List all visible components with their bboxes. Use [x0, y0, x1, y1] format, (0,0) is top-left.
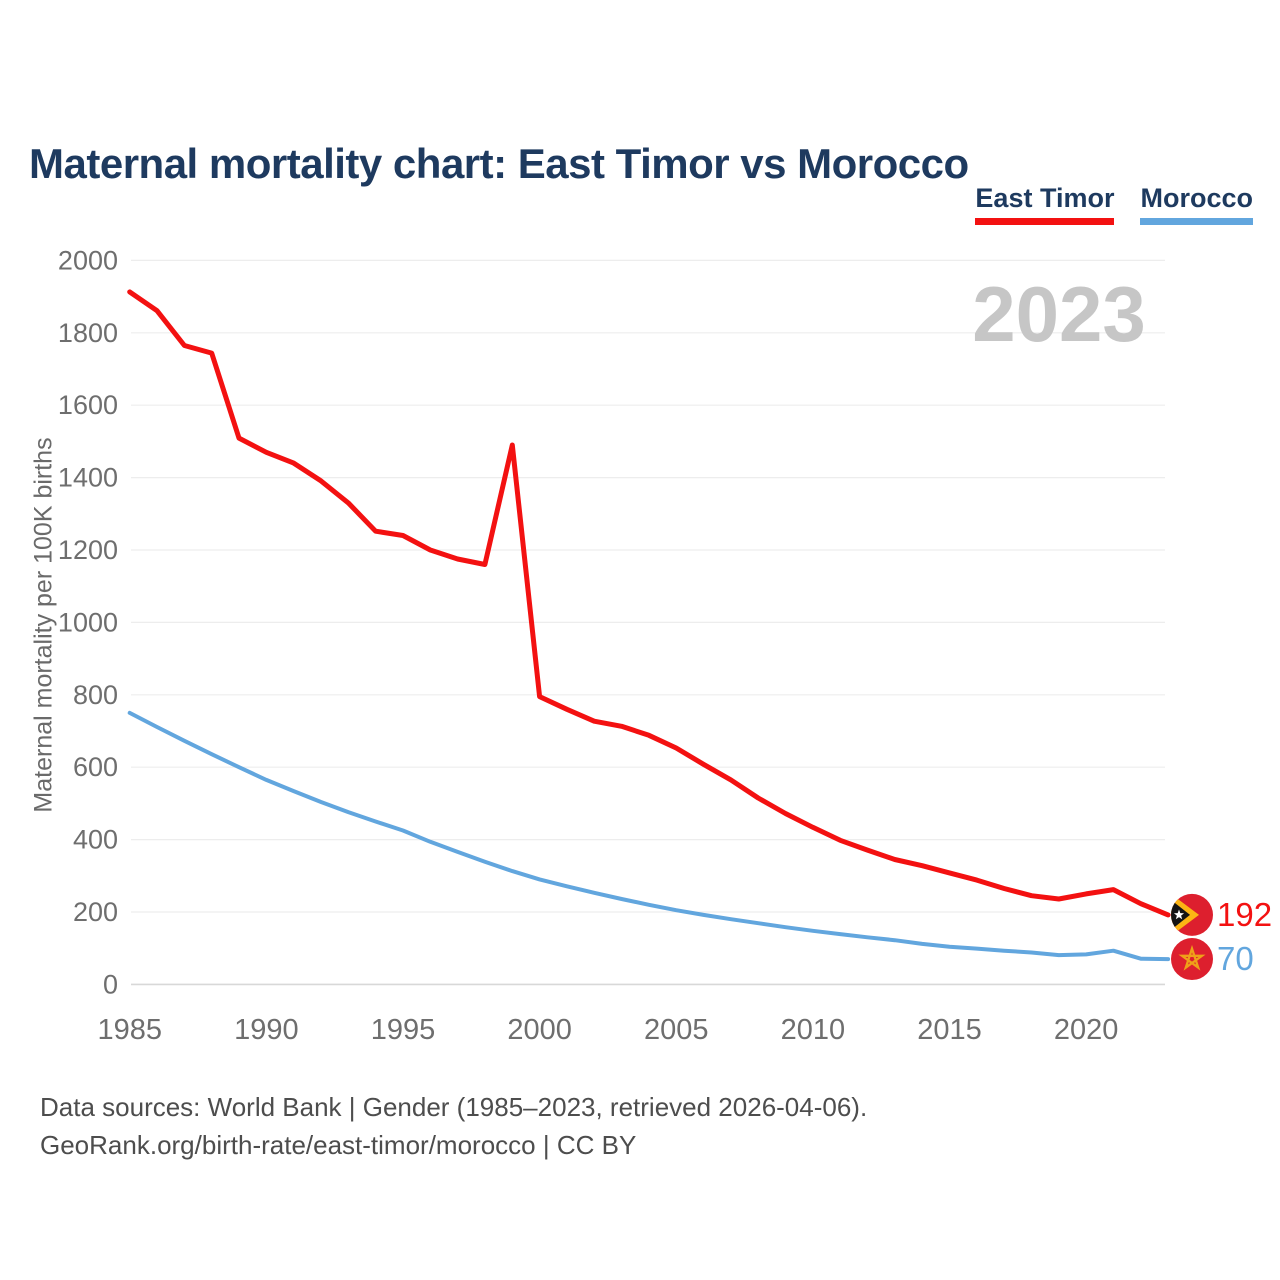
- footer-data-sources: Data sources: World Bank | Gender (1985–2023, retrieved 2026-04-06).: [40, 1092, 868, 1122]
- legend-label-morocco: Morocco: [1140, 183, 1253, 213]
- x-tick-label: 1995: [370, 1014, 436, 1046]
- x-tick-label: 2010: [780, 1014, 846, 1046]
- x-axis-labels: [97, 1014, 1118, 1046]
- legend-label-east-timor: East Timor: [975, 183, 1115, 213]
- x-tick-label: 1990: [234, 1014, 299, 1046]
- x-tick-label: 2005: [643, 1014, 709, 1046]
- page-title: Maternal mortality chart: East Timor vs Morocco: [29, 140, 969, 188]
- end-value-morocco: 70: [1217, 940, 1254, 978]
- x-tick-label: 2020: [1053, 1014, 1119, 1046]
- y-tick-label: 2000: [57, 245, 118, 276]
- y-tick-label: 200: [72, 897, 118, 927]
- footer-attribution: GeoRank.org/birth-rate/east-timor/morocco | CC BY: [40, 1130, 637, 1160]
- y-tick-label: 1400: [57, 462, 118, 493]
- line-east-timor: [130, 292, 1168, 915]
- y-axis-label: Maternal mortality per 100K births: [29, 437, 58, 813]
- watermark-year: 2023: [972, 270, 1146, 358]
- line-morocco: [130, 713, 1168, 959]
- east-timor-flag-marker: [1171, 894, 1213, 936]
- end-value-east-timor: 192: [1217, 895, 1273, 933]
- x-tick-label: 1985: [97, 1014, 162, 1046]
- y-tick-label: 1000: [57, 607, 118, 638]
- y-tick-label: 1200: [57, 535, 118, 565]
- y-tick-label: 0: [102, 969, 118, 1000]
- x-tick-label: 2000: [507, 1014, 572, 1046]
- y-tick-label: 800: [72, 679, 118, 710]
- y-tick-label: 1800: [57, 317, 118, 348]
- x-tick-label: 2015: [917, 1014, 982, 1046]
- y-tick-label: 600: [72, 752, 118, 783]
- y-tick-label: 400: [72, 824, 118, 855]
- y-tick-label: 1600: [57, 390, 118, 421]
- footer: [40, 1088, 867, 1164]
- morocco-flag-marker: [1171, 938, 1213, 980]
